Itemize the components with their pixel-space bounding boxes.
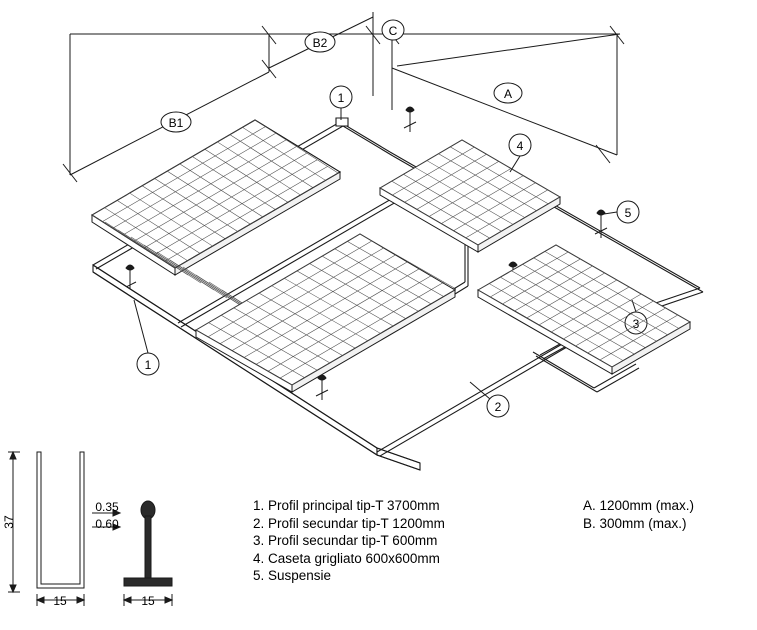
grille-panel-center: [196, 234, 455, 392]
legend-item-4: 4. Caseta grigliato 600x600mm: [253, 550, 440, 566]
legend-item-1: 1. Profil principal tip-T 3700mm: [253, 498, 440, 513]
callout-4: 4: [516, 139, 524, 153]
callout-5: 5: [624, 206, 632, 220]
legend-item-A: A. 1200mm (max.): [583, 498, 695, 513]
label-A: A: [503, 87, 513, 101]
legend-item-3: 3. Profil secundar tip-T 600mm: [253, 533, 438, 548]
label-B2: B2: [312, 36, 328, 50]
legend-item-B: B. 300mm (max.): [583, 515, 687, 531]
callout-1-bottom: 1: [144, 358, 152, 372]
thickness-lower: 0.60: [95, 517, 119, 531]
thickness-upper: 0.35: [95, 500, 119, 514]
legend-item-5: 5. Suspensie: [253, 568, 332, 583]
label-B1: B1: [168, 116, 184, 130]
label-C: C: [388, 24, 398, 38]
callout-1-top: 1: [337, 91, 345, 105]
profile-section-L: [8, 452, 84, 606]
callout-2: 2: [494, 400, 502, 414]
legend-item-2: 2. Profil secundar tip-T 1200mm: [253, 515, 445, 531]
legend-numbered-list: [253, 497, 445, 585]
callout-3: 3: [632, 317, 640, 331]
legend-lettered-list: [583, 497, 694, 532]
section-height: 37: [2, 515, 16, 529]
section-width-right: 15: [141, 594, 155, 608]
section-width-left: 15: [53, 594, 67, 608]
